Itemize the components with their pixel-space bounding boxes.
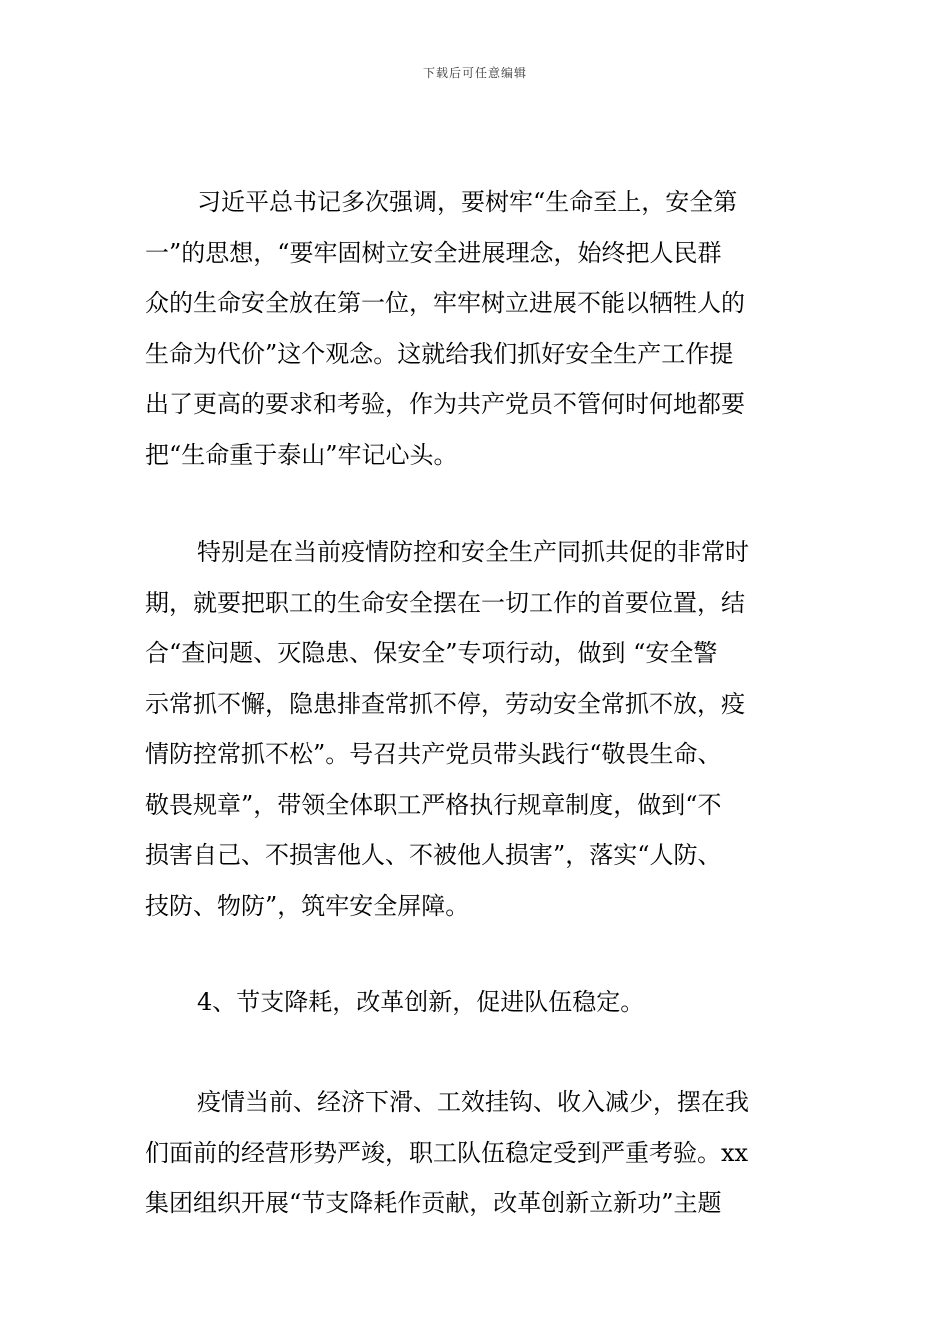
paragraph-line: 期，就要把职工的生命安全摆在一切工作的首要位置，结 [145,588,745,617]
paragraph-line: 敬畏规章”，带领全体职工严格执行规章制度，做到“不 [145,790,722,819]
paragraph-line: 情防控常抓不松”。号召共产党员带头践行“敬畏生命、 [145,740,722,768]
paragraph-line: 示常抓不懈，隐患排查常抓不停，劳动安全常抓不放，疫 [145,689,745,718]
paragraph-cost-reduction [145,1077,749,1229]
paragraph-line: 损害自己、不损害他人、不被他人损害”，落实“人防、 [145,841,722,869]
section-heading [145,977,644,1028]
paragraph-line: 众的生命安全放在第一位，牢牢树立进展不能以牺牲人的 [145,289,745,317]
paragraph-line: 们面前的经营形势严竣，职工队伍稳定受到严重考验。xx [145,1138,749,1167]
section-heading-line: 4、节支降耗，改革创新，促进队伍稳定。 [197,988,645,1016]
paragraph-epidemic-safety [145,527,749,931]
paragraph-line: 把“生命重于泰山”牢记心头。 [145,440,458,469]
paragraph-line: 习近平总书记多次强调，要树牢“生命至上，安全第 [197,188,738,216]
paragraph-line: 一”的思想，“要牢固树立安全进展理念，始终把人民群 [145,238,722,267]
paragraph-line: 合“查问题、灭隐患、保安全”专项行动，做到 “安全警 [145,639,718,667]
paragraph-line: 集团组织开展“节支降耗作贡献，改革创新立新功”主题 [145,1189,722,1217]
paragraph-safety-first [145,177,745,480]
header-note: 下载后可任意编辑 [422,66,527,80]
paragraph-line: 特别是在当前疫情防控和安全生产同抓共促的非常时 [197,538,749,566]
paragraph-line: 疫情当前、经济下滑、工效挂钩、收入减少，摆在我 [197,1088,749,1116]
paragraph-line: 生命为代价”这个观念。这就给我们抓好安全生产工作提 [145,339,734,368]
paragraph-line: 技防、物防”，筑牢安全屏障。 [145,891,470,920]
paragraph-line: 出了更高的要求和考验，作为共产党员不管何时何地都要 [145,390,745,418]
